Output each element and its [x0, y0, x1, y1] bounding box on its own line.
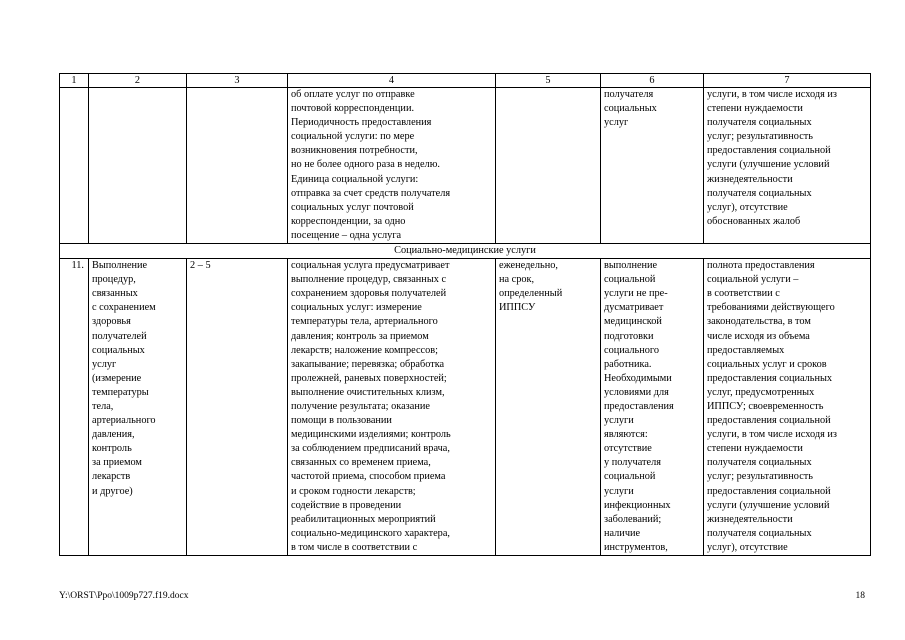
cont-cell-code [187, 88, 288, 244]
header-col-4: 4 [288, 74, 496, 88]
cont-cell-quality: услуги, в том числе исходя из степени нуждаемости получателя социальных услуг; результативность предоставления социальной услуги (улучшение условий жизнедеятельности получателя социальных услуг), отсутствие обоснованных жалоб [704, 88, 871, 244]
header-col-5: 5 [496, 74, 601, 88]
service-quality: полнота предоставления социальной услуги – в соответствии с требованиями действующего законодательства, в том числе исходя из объема предоставляемых социальных услуг и сроков предоставления социальных услуг, предусмотренных ИППСУ; своевременность предоставления социальной услуги, в том числе исходя из степени нуждаемости получателя социальных услуг; результативность предоставления социальной услуги (улучшение условий жизнедеятельности получателя социальных услуг), отсутствие [704, 259, 871, 556]
header-col-3: 3 [187, 74, 288, 88]
page-number: 18 [855, 591, 865, 601]
cont-cell-number [60, 88, 89, 244]
cont-cell-name [89, 88, 187, 244]
services-table [59, 73, 871, 556]
service-period: еженедельно, на срок, определенный ИППСУ [496, 259, 601, 556]
table-row-11 [60, 259, 871, 556]
service-name: Выполнение процедур, связанных с сохранением здоровья получателей социальных услуг (измерение температуры тела, артериального давления, контроль за приемом лекарств и другое) [89, 259, 187, 556]
header-col-2: 2 [89, 74, 187, 88]
header-col-1: 1 [60, 74, 89, 88]
cont-cell-description: об оплате услуг по отправке почтовой корреспонденции. Периодичность предоставления социальной услуги: по мере возникновения потребности, но не более одного раза в неделю. Единица социальной услуги: отправка за счет средств получателя социальных услуг почтовой корреспонденции, за одно посещение – одна услуга [288, 88, 496, 244]
section-row [60, 244, 871, 259]
row-number: 11. [60, 259, 89, 556]
service-description: социальная услуга предусматривает выполнение процедур, связанных с сохранением здоровья получателей социальных услуг: измерение температуры тела, артериального давления; контроль за приемом лекарств; наложение компрессов; закапывание; перевязка; обработка пролежней, раневых поверхностей; выполнение очистительных клизм, получение результата; оказание помощи в пользовании медицинскими изделиями; контроль за соблюдением предписаний врача, связанных со временем приема, частотой приема, способом приема и сроком годности лекарств; содействие в проведении реабилитационных мероприятий социально-медицинского характера, в том числе в соответствии с [288, 259, 496, 556]
header-col-6: 6 [601, 74, 704, 88]
continuation-row [60, 88, 871, 244]
section-title: Социально-медицинские услуги [60, 244, 871, 259]
service-conditions: выполнение социальной услуги не пре- дусматривает медицинской подготовки социального работника. Необходимыми условиями для предоставления услуги являются: отсутствие у получателя социальной услуги инфекционных заболеваний; наличие инструментов, [601, 259, 704, 556]
cont-cell-period [496, 88, 601, 244]
cont-cell-conditions: получателя социальных услуг [601, 88, 704, 244]
header-col-7: 7 [704, 74, 871, 88]
header-row [60, 74, 871, 88]
service-code: 2 – 5 [187, 259, 288, 556]
footer-file-path: Y:\ORST\Ppo\1009p727.f19.docx [59, 591, 189, 601]
